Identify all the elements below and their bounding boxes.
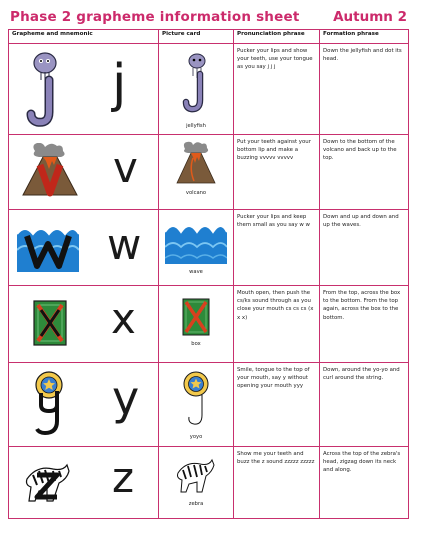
yoyo-icon bbox=[182, 371, 212, 429]
grapheme-cell bbox=[9, 44, 159, 135]
picture-cell bbox=[159, 447, 234, 519]
grapheme-letter: v bbox=[113, 143, 138, 192]
column-header-picture: Picture card bbox=[159, 30, 234, 44]
column-header-formation: Formation phrase bbox=[320, 30, 409, 44]
table-row bbox=[9, 135, 409, 210]
table-row bbox=[9, 44, 409, 135]
zebra-icon bbox=[174, 457, 218, 495]
grapheme-cell bbox=[9, 363, 159, 447]
volcano-v-mnemonic-icon bbox=[21, 143, 79, 199]
pronunciation-phrase: Show me your teeth and buzz the z sound zzzzz zzzzz bbox=[237, 451, 315, 466]
wave-w-mnemonic-icon bbox=[17, 224, 79, 272]
table-row bbox=[9, 447, 409, 519]
picture-label: volcano bbox=[185, 190, 207, 196]
picture-cell bbox=[159, 210, 234, 286]
grapheme-letter: j bbox=[112, 54, 127, 114]
grapheme-letter: z bbox=[112, 453, 135, 502]
zebra-z-mnemonic-icon bbox=[23, 461, 73, 505]
formation-phrase: Down, around the yo-yo and curl around the string. bbox=[323, 367, 400, 382]
picture-cell bbox=[159, 363, 234, 447]
column-header-pronunciation: Pronunciation phrase bbox=[234, 30, 320, 44]
pronunciation-cell bbox=[234, 210, 320, 286]
grapheme-letter: w bbox=[107, 220, 142, 269]
picture-cell bbox=[159, 286, 234, 363]
page-title: Phase 2 grapheme information sheet bbox=[10, 9, 300, 25]
pronunciation-cell bbox=[234, 286, 320, 363]
table-row bbox=[9, 210, 409, 286]
box-icon bbox=[182, 298, 210, 336]
table-row bbox=[9, 363, 409, 447]
pronunciation-phrase: Mouth open, then push the cs/ks sound through as you close your mouth cs cs cs (x x x) bbox=[237, 290, 314, 321]
pronunciation-phrase: Smile, tongue to the top of your mouth, say y without opening your mouth yyy bbox=[237, 367, 310, 390]
pronunciation-cell bbox=[234, 363, 320, 447]
jellyfish-j-mnemonic-icon bbox=[23, 50, 67, 130]
picture-label: box bbox=[191, 341, 201, 347]
grapheme-cell bbox=[9, 286, 159, 363]
formation-cell bbox=[320, 447, 409, 519]
picture-label: jellyfish bbox=[186, 123, 206, 129]
formation-phrase: Down and up and down and up the waves. bbox=[323, 214, 399, 229]
pronunciation-cell bbox=[234, 447, 320, 519]
grapheme-cell bbox=[9, 210, 159, 286]
formation-cell bbox=[320, 44, 409, 135]
volcano-icon bbox=[175, 141, 217, 185]
formation-cell bbox=[320, 286, 409, 363]
table-row bbox=[9, 286, 409, 363]
formation-phrase: Down to the bottom of the volcano and back up to the top. bbox=[323, 139, 397, 162]
yoyo-y-mnemonic-icon bbox=[31, 371, 71, 435]
wave-icon bbox=[165, 220, 227, 264]
grapheme-cell bbox=[9, 447, 159, 519]
term-label: Autumn 2 bbox=[333, 9, 407, 25]
formation-phrase: From the top, across the box to the bottom. From the top again, across the box to the bottom. bbox=[323, 290, 401, 321]
box-x-mnemonic-icon bbox=[33, 300, 67, 346]
formation-phrase: Down the jellyfish and dot its head. bbox=[323, 48, 402, 63]
pronunciation-phrase: Pucker your lips and keep them small as you say w w bbox=[237, 214, 310, 229]
picture-cell bbox=[159, 44, 234, 135]
grapheme-cell bbox=[9, 135, 159, 210]
pronunciation-phrase: Put your teeth against your bottom lip and make a buzzing vvvvv vvvvv bbox=[237, 139, 311, 162]
formation-cell bbox=[320, 135, 409, 210]
column-header-grapheme: Grapheme and mnemonic bbox=[9, 30, 159, 44]
formation-phrase: Across the top of the zebra's head, zigzag down its neck and along. bbox=[323, 451, 401, 474]
grapheme-letter: y bbox=[112, 371, 140, 425]
pronunciation-cell bbox=[234, 135, 320, 210]
pronunciation-phrase: Pucker your lips and show your teeth, use your tongue as you say j j j bbox=[237, 48, 313, 71]
picture-label: zebra bbox=[188, 501, 204, 507]
page-header bbox=[10, 9, 407, 25]
picture-label: yoyo bbox=[189, 434, 203, 440]
picture-label: wave bbox=[189, 269, 203, 275]
formation-cell bbox=[320, 363, 409, 447]
table-header-row bbox=[9, 30, 409, 44]
jellyfish-icon bbox=[181, 52, 211, 116]
pronunciation-cell bbox=[234, 44, 320, 135]
picture-cell bbox=[159, 135, 234, 210]
grapheme-table bbox=[8, 29, 409, 519]
grapheme-letter: x bbox=[111, 294, 136, 343]
formation-cell bbox=[320, 210, 409, 286]
